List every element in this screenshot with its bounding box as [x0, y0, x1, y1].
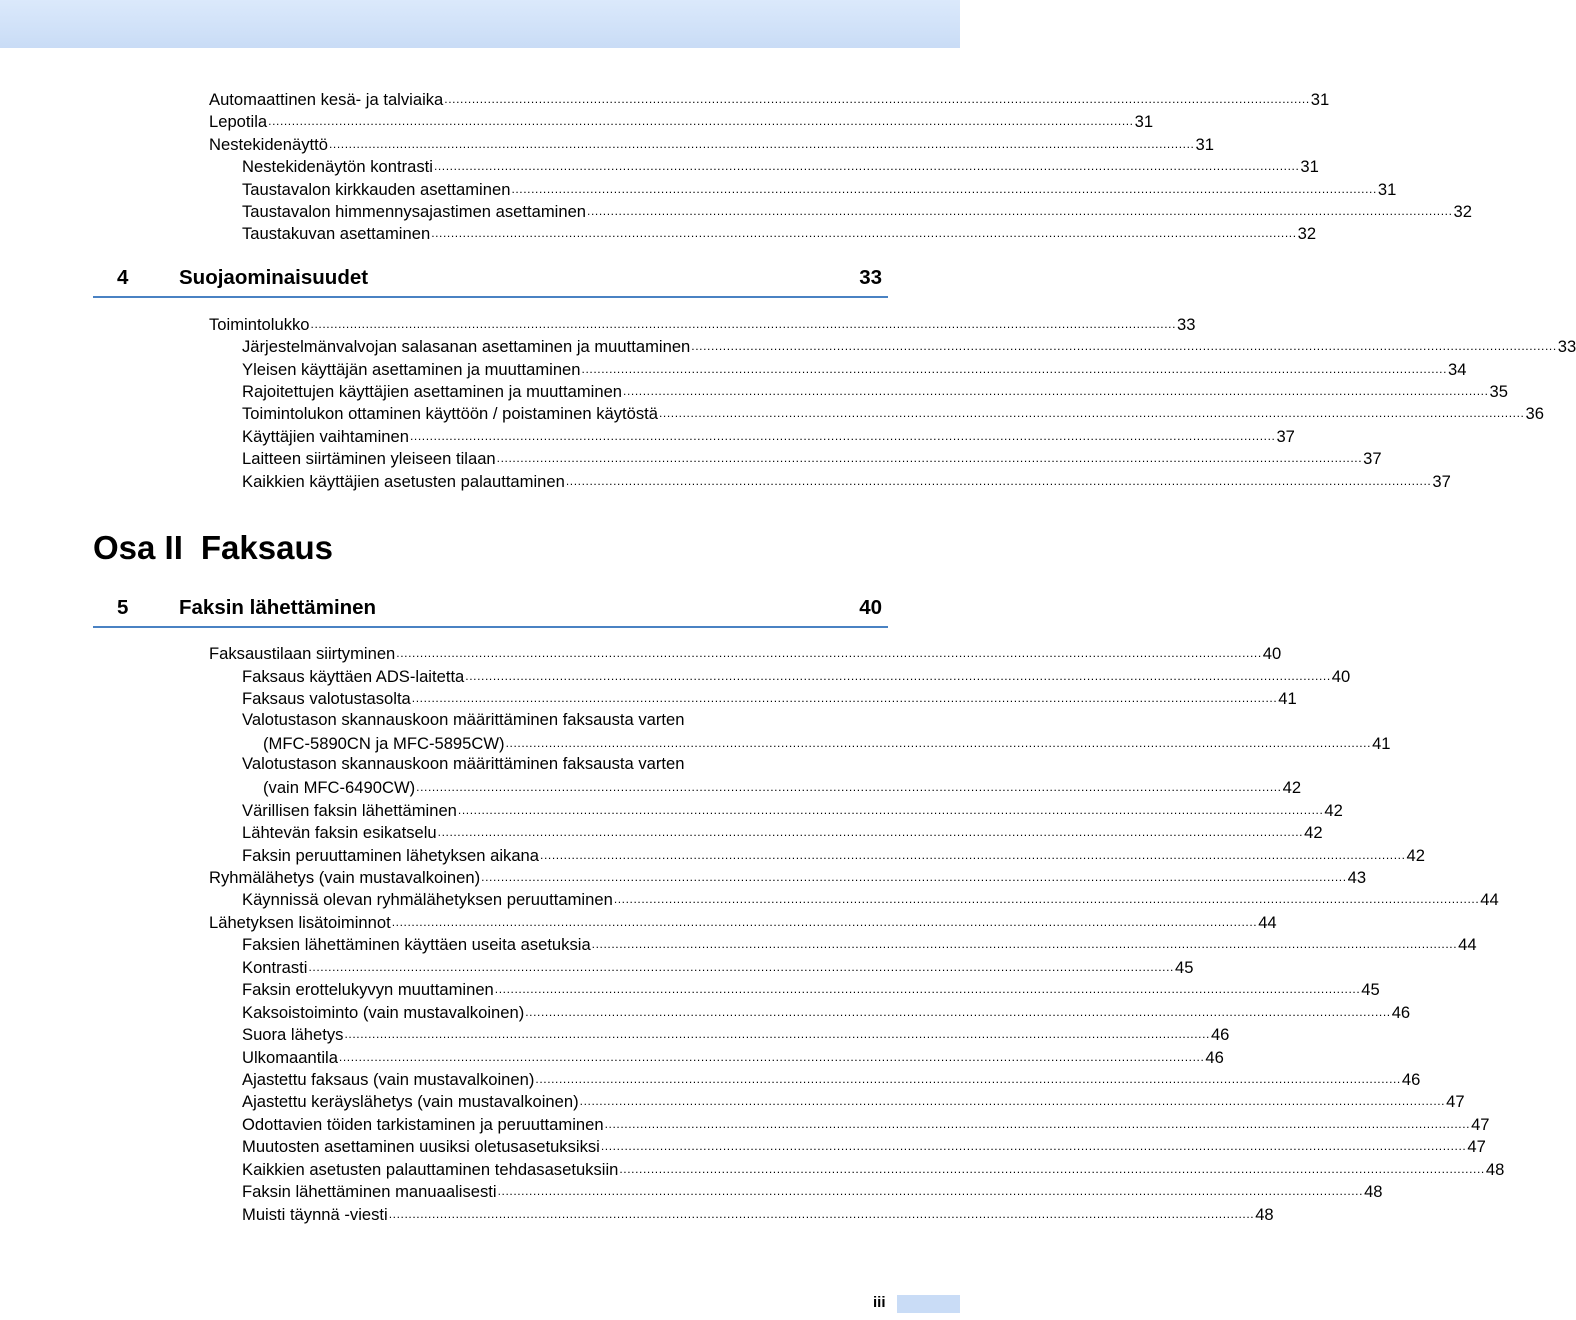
- toc-entry-title: Odottavien töiden tarkistaminen ja peruuttaminen: [242, 1115, 604, 1134]
- toc-page-number: 42: [1304, 823, 1323, 842]
- dot-leader: ............................................................................................................................................................................................................................: [525, 1005, 1391, 1019]
- toc-entry-title: Taustavalon himmennysajastimen asettaminen: [242, 202, 587, 221]
- toc-entry-subsection[interactable]: [242, 1203, 1274, 1225]
- toc-page-number: 46: [1210, 1025, 1230, 1044]
- toc-page-number: 37: [1276, 427, 1295, 446]
- dot-leader: ............................................................................................................................................................................................................................: [587, 204, 1453, 218]
- toc-entry-subsection[interactable]: [242, 687, 1297, 709]
- dot-leader: ............................................................................................................................................................................................................................: [411, 691, 1278, 705]
- toc-page-number: 33: [1177, 315, 1196, 334]
- dot-leader: ............................................................................................................................................................................................................................: [433, 159, 1300, 173]
- toc-entry-continuation: (vain MFC-6490CW): [263, 778, 416, 797]
- toc-entry-subsection[interactable]: [242, 821, 1323, 843]
- toc-entry-title: Taustavalon kirkkauden asettaminen: [242, 180, 511, 199]
- dot-leader: ............................................................................................................................................................................................................................: [465, 669, 1331, 683]
- toc-entry-section[interactable]: [209, 88, 1330, 110]
- toc-entry-title: Ajastettu keräyslähetys (vain mustavalkoinen): [242, 1092, 579, 1111]
- toc-entry-title: Laitteen siirtäminen yleiseen tilaan: [242, 449, 496, 468]
- toc-page-number: 45: [1174, 958, 1194, 977]
- toc-entry-title: Lepotila: [209, 112, 268, 131]
- toc-page-number: 44: [1258, 913, 1277, 932]
- toc-page-number: 43: [1347, 868, 1367, 887]
- toc-page-number: 32: [1453, 202, 1472, 221]
- toc-page-number: 41: [1372, 734, 1391, 753]
- toc-entry-title: Faksaustilaan siirtyminen: [209, 644, 396, 663]
- dot-leader: ............................................................................................................................................................................................................................: [505, 736, 1372, 750]
- dot-leader: ............................................................................................................................................................................................................................: [431, 226, 1297, 240]
- toc-entry-subsection[interactable]: [242, 380, 1508, 402]
- toc-entry-title: Faksaus valotustasolta: [242, 689, 411, 708]
- dot-leader: ............................................................................................................................................................................................................................: [308, 960, 1174, 974]
- toc-page-number: 48: [1485, 1160, 1505, 1179]
- dot-leader: ............................................................................................................................................................................................................................: [579, 1094, 1446, 1108]
- toc-entry-subsection[interactable]: [242, 844, 1425, 866]
- dot-leader: ............................................................................................................................................................................................................................: [600, 1139, 1467, 1153]
- toc-entry[interactable]: [263, 776, 1302, 798]
- toc-entry-title: Nestekidenäytön kontrasti: [242, 157, 433, 176]
- dot-leader: ............................................................................................................................................................................................................................: [604, 1117, 1471, 1131]
- dot-leader: ............................................................................................................................................................................................................................: [268, 114, 1134, 128]
- dot-leader: ............................................................................................................................................................................................................................: [540, 848, 1406, 862]
- toc-entry-title: Käyttäjien vaihtaminen: [242, 427, 409, 446]
- dot-leader: ............................................................................................................................................................................................................................: [565, 474, 1432, 488]
- dot-leader: ............................................................................................................................................................................................................................: [619, 1162, 1485, 1176]
- toc-entry-title: Automaattinen kesä- ja talviaika: [209, 90, 444, 109]
- dot-leader: ............................................................................................................................................................................................................................: [416, 780, 1282, 794]
- chapter-title: Suojaominaisuudet: [179, 266, 369, 289]
- chapter-heading: [93, 258, 888, 298]
- toc-page-number: 48: [1255, 1205, 1274, 1224]
- toc-page-number: 34: [1448, 360, 1467, 379]
- toc-page-number: 37: [1432, 472, 1451, 491]
- toc-entry-subsection[interactable]: [242, 1135, 1486, 1157]
- toc-page-number: 46: [1401, 1070, 1421, 1089]
- dot-leader: ............................................................................................................................................................................................................................: [396, 646, 1262, 660]
- toc-entry-title: Yleisen käyttäjän asettaminen ja muuttaminen: [242, 360, 581, 379]
- chapter-heading: [93, 588, 888, 628]
- toc-entry-subsection[interactable]: [242, 1180, 1383, 1202]
- toc-entry-subsection[interactable]: [242, 1068, 1421, 1090]
- dot-leader: ............................................................................................................................................................................................................................: [329, 137, 1195, 151]
- toc-page-number: 42: [1282, 778, 1302, 797]
- dot-leader: ............................................................................................................................................................................................................................: [457, 803, 1324, 817]
- dot-leader: ............................................................................................................................................................................................................................: [391, 915, 1258, 929]
- chapter-page: 33: [859, 266, 882, 289]
- toc-entry-subsection[interactable]: [242, 1023, 1230, 1045]
- dot-leader: ............................................................................................................................................................................................................................: [581, 362, 1448, 376]
- toc-page-number: 47: [1467, 1137, 1486, 1156]
- chapter-title: Faksin lähettäminen: [179, 596, 377, 619]
- toc-entry-title: Järjestelmänvalvojan salasanan asettaminen ja muuttaminen: [242, 337, 691, 356]
- toc-page-number: 44: [1458, 935, 1477, 954]
- dot-leader: ............................................................................................................................................................................................................................: [591, 937, 1458, 951]
- toc-entry-subsection[interactable]: [242, 200, 1472, 222]
- toc-entry-title: Faksin lähettäminen manuaalisesti: [242, 1182, 497, 1201]
- toc-entry-title: Lähetyksen lisätoiminnot: [209, 913, 391, 932]
- toc-page-number: 36: [1525, 404, 1544, 423]
- dot-leader: ............................................................................................................................................................................................................................: [481, 870, 1347, 884]
- toc-entry-subsection[interactable]: [242, 447, 1382, 469]
- chapter-number: 5: [117, 596, 129, 619]
- dot-leader: ............................................................................................................................................................................................................................: [338, 1050, 1205, 1064]
- toc-entry-title: Faksien lähettäminen käyttäen useita asetuksia: [242, 935, 591, 954]
- toc-page-number: 37: [1363, 449, 1382, 468]
- toc-entry-title: Taustakuvan asettaminen: [242, 224, 431, 243]
- toc-page-number: 40: [1331, 667, 1351, 686]
- toc-entry-title: Faksaus käyttäen ADS-laitetta: [242, 667, 465, 686]
- toc-entry-subsection[interactable]: [242, 402, 1544, 424]
- toc-page-number: 46: [1391, 1003, 1411, 1022]
- footer-band: [897, 1295, 960, 1313]
- dot-leader: ............................................................................................................................................................................................................................: [344, 1027, 1210, 1041]
- dot-leader: ............................................................................................................................................................................................................................: [535, 1072, 1401, 1086]
- toc-entry-title: Värillisen faksin lähettäminen: [242, 801, 457, 820]
- dot-leader: ............................................................................................................................................................................................................................: [444, 92, 1310, 106]
- toc-entry-continuation: (MFC-5890CN ja MFC-5895CW): [263, 734, 505, 753]
- toc-entry-section[interactable]: [209, 133, 1214, 155]
- folio-page-number: iii: [873, 1294, 886, 1311]
- toc-entry-subsection[interactable]: [242, 1158, 1505, 1180]
- toc-page-number: 48: [1364, 1182, 1383, 1201]
- part-title: Faksaus: [200, 529, 333, 566]
- toc-entry-subsection[interactable]: [242, 978, 1380, 1000]
- toc-entry-subsection[interactable]: [242, 1090, 1465, 1112]
- toc-entry-subsection[interactable]: [242, 956, 1194, 978]
- dot-leader: ............................................................................................................................................................................................................................: [659, 406, 1525, 420]
- toc-entry-title[interactable]: Valotustason skannauskoon määrittäminen faksausta varten: [242, 710, 685, 729]
- toc-page-number: 45: [1361, 980, 1380, 999]
- dot-leader: ............................................................................................................................................................................................................................: [691, 339, 1557, 353]
- toc-entry-title: Rajoitettujen käyttäjien asettaminen ja muuttaminen: [242, 382, 623, 401]
- toc-page-number: 44: [1480, 890, 1499, 909]
- toc-entry-section[interactable]: [209, 313, 1196, 335]
- toc-entry-title: Ryhmälähetys (vain mustavalkoinen): [209, 868, 481, 887]
- toc-entry-subsection[interactable]: [242, 888, 1499, 910]
- toc-entry-title: Faksin erottelukyvyn muuttaminen: [242, 980, 494, 999]
- toc-entry-title[interactable]: Valotustason skannauskoon määrittäminen faksausta varten: [242, 754, 685, 773]
- toc-entry[interactable]: [263, 732, 1391, 754]
- toc-entry-subsection[interactable]: [242, 933, 1477, 955]
- toc-entry-title: Lähtevän faksin esikatselu: [242, 823, 437, 842]
- toc-entry-subsection[interactable]: [242, 222, 1317, 244]
- toc-entry-subsection[interactable]: [242, 1046, 1224, 1068]
- toc-entry-title: Käynnissä olevan ryhmälähetyksen peruuttaminen: [242, 890, 613, 909]
- dot-leader: ............................................................................................................................................................................................................................: [511, 182, 1377, 196]
- toc-page-number: 42: [1406, 846, 1425, 865]
- toc-entry-subsection[interactable]: [242, 425, 1295, 447]
- toc-entry-title: Toimintolukon ottaminen käyttöön / poistaminen käytöstä: [242, 404, 658, 423]
- toc-page-number: 31: [1310, 90, 1330, 109]
- toc-entry-subsection[interactable]: [242, 178, 1397, 200]
- toc-page-number: 35: [1489, 382, 1508, 401]
- toc-entry-subsection[interactable]: [242, 155, 1319, 177]
- toc-entry-section[interactable]: [209, 110, 1154, 132]
- toc-page-number: 41: [1278, 689, 1297, 708]
- toc-entry-title: Suora lähetys: [242, 1025, 344, 1044]
- toc-entry-title: Kaksoistoiminto (vain mustavalkoinen): [242, 1003, 525, 1022]
- toc-entry-title: Muutosten asettaminen uusiksi oletusasetuksiksi: [242, 1137, 600, 1156]
- dot-leader: ............................................................................................................................................................................................................................: [623, 384, 1489, 398]
- toc-entry-subsection[interactable]: [242, 470, 1451, 492]
- dot-leader: ............................................................................................................................................................................................................................: [494, 982, 1361, 996]
- toc-page-number: 31: [1195, 135, 1214, 154]
- chapter-number: 4: [117, 266, 129, 289]
- toc-entry-section[interactable]: [209, 866, 1367, 888]
- dot-leader: ............................................................................................................................................................................................................................: [613, 892, 1480, 906]
- dot-leader: ............................................................................................................................................................................................................................: [388, 1207, 1255, 1221]
- toc-entry-title: Ulkomaantila: [242, 1048, 338, 1067]
- toc-entry-subsection[interactable]: [242, 335, 1576, 357]
- toc-entry-subsection[interactable]: [242, 1001, 1411, 1023]
- toc-page-number: 33: [1557, 337, 1576, 356]
- toc-entry-title: Kaikkien käyttäjien asetusten palauttaminen: [242, 472, 565, 491]
- dot-leader: ............................................................................................................................................................................................................................: [310, 317, 1177, 331]
- part-label: Osa II: [93, 529, 183, 566]
- toc-page-number: 31: [1134, 112, 1154, 131]
- dot-leader: ............................................................................................................................................................................................................................: [497, 1184, 1364, 1198]
- toc-entry-section[interactable]: [209, 911, 1277, 933]
- header-band: [0, 0, 960, 48]
- toc-page-number: 47: [1471, 1115, 1490, 1134]
- toc-entry-subsection[interactable]: [242, 665, 1351, 687]
- toc-page-number: 40: [1262, 644, 1282, 663]
- toc-entry-subsection[interactable]: [242, 799, 1343, 821]
- part-heading: [93, 528, 333, 568]
- toc-page-number: 31: [1377, 180, 1397, 199]
- toc-entry-title: Kontrasti: [242, 958, 308, 977]
- chapter-page: 40: [859, 596, 882, 619]
- dot-leader: ............................................................................................................................................................................................................................: [409, 429, 1276, 443]
- toc-entry-section[interactable]: [209, 642, 1282, 664]
- toc-entry-title: Kaikkien asetusten palauttaminen tehdasasetuksiin: [242, 1160, 619, 1179]
- toc-page-number: 42: [1324, 801, 1343, 820]
- toc-entry-title: Nestekidenäyttö: [209, 135, 328, 154]
- toc-entry-title: Ajastettu faksaus (vain mustavalkoinen): [242, 1070, 535, 1089]
- toc-entry-subsection[interactable]: [242, 1113, 1490, 1135]
- toc-entry-subsection[interactable]: [242, 358, 1467, 380]
- toc-page-number: 32: [1297, 224, 1317, 243]
- dot-leader: ............................................................................................................................................................................................................................: [437, 825, 1304, 839]
- toc-page-number: 31: [1300, 157, 1319, 176]
- toc-entry-title: Toimintolukko: [209, 315, 310, 334]
- toc-entry-title: Faksin peruuttaminen lähetyksen aikana: [242, 846, 540, 865]
- toc-page-number: 47: [1446, 1092, 1465, 1111]
- dot-leader: ............................................................................................................................................................................................................................: [496, 451, 1363, 465]
- toc-entry-title: Muisti täynnä -viesti: [242, 1205, 388, 1224]
- toc-page-number: 46: [1205, 1048, 1224, 1067]
